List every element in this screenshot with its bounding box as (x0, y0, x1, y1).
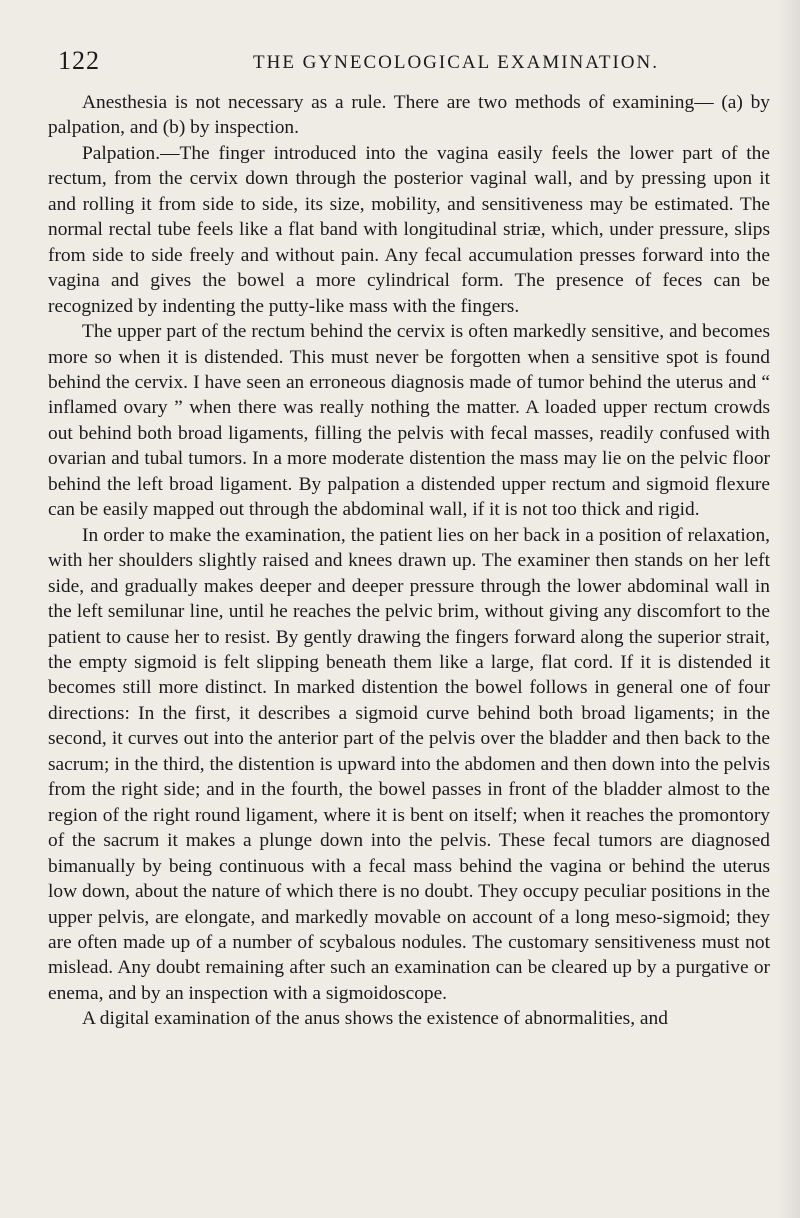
running-head-title: THE GYNECOLOGICAL EXAMINATION. (253, 52, 659, 73)
paragraph (48, 319, 770, 523)
paragraph-text: The finger introduced into the vagina easily feels the lower part of the rectum, from the cervix down through the posterior vaginal wall, and by pressing upon it and rolling it from side to side, its size, mobility, and sensitiveness may be estimated. The normal rectal tube feels like a flat band with longitudinal striæ, which, under pressure, slips from side to side freely and without pain. Any fecal accumulation presses forward into the vagina and gives the bowel a more cylindrical form. The presence of feces can be recognized by indenting the putty-like mass with the fingers. (48, 142, 770, 317)
running-head (48, 46, 770, 76)
page-edge-shadow (778, 0, 800, 1218)
paragraph (48, 523, 770, 1007)
section-heading-palpation: Palpation.— (82, 142, 180, 164)
paragraph-text: The upper part of the rectum behind the cervix is often markedly sensitive, and becomes more so when it is distended. This must never be forgotten when a sensitive spot is found behind the cervix. I have seen an erroneous diagnosis made of tumor behind the uterus and “ inflamed ovary ” when there was really nothing the matter. A loaded upper rectum crowds out behind both broad ligaments, filling the pelvis with fecal masses, readily confused with ovarian and tubal tumors. In a more moderate distention the mass may lie on the pelvic floor behind the left broad ligament. By palpation a distended upper rectum and sigmoid flexure can be easily mapped out through the abdominal wall, if it is not too thick and rigid. (48, 321, 770, 521)
paragraph (48, 1006, 770, 1031)
paragraph-text: A digital examination of the anus shows the existence of abnormalities, and (82, 1008, 668, 1030)
paragraph (48, 90, 770, 141)
paragraph-text: Anesthesia is not necessary as a rule. There are two methods of examining— (a) by palpation, and (b) by inspection. (48, 92, 770, 139)
paragraph (48, 141, 770, 319)
body-text (48, 90, 770, 1032)
page-number: 122 (58, 46, 100, 75)
paragraph-text: In order to make the examination, the patient lies on her back in a position of relaxation, with her shoulders slightly raised and knees drawn up. The examiner then stands on her left side, and gradually makes deeper and deeper pressure through the lower abdominal wall in the left semilunar line, until he reaches the pelvic brim, without giving any discomfort to the patient to cause her to resist. By gently drawing the fingers forward along the superior strait, the empty sigmoid is felt slipping beneath them like a large, flat cord. If it is distended it becomes still more distinct. In marked distention the bowel follows in general one of four directions: In the first, it describes a sigmoid curve behind both broad ligaments; in the second, it curves out into the anterior part of the pelvis over the bladder and then back to the sacrum; in the third, the distention is upward into the abdomen and then down into the pelvis from the right side; and in the fourth, the bowel passes in front of the bladder almost to the region of the right round ligament, where it is bent on itself; when it reaches the promontory of the sacrum it makes a plunge down into the pelvis. These fecal tumors are diagnosed bimanually by being continuous with a fecal mass behind the vagina or behind the uterus low down, about the nature of which there is no doubt. They occupy peculiar positions in the upper pelvis, are elongate, and markedly movable on account of a long meso-sigmoid; they are often made up of a number of scybalous nodules. The customary sensitiveness must not mislead. Any doubt remaining after such an examination can be cleared up by a purgative or enema, and by an inspection with a sigmoidoscope. (48, 524, 770, 1004)
